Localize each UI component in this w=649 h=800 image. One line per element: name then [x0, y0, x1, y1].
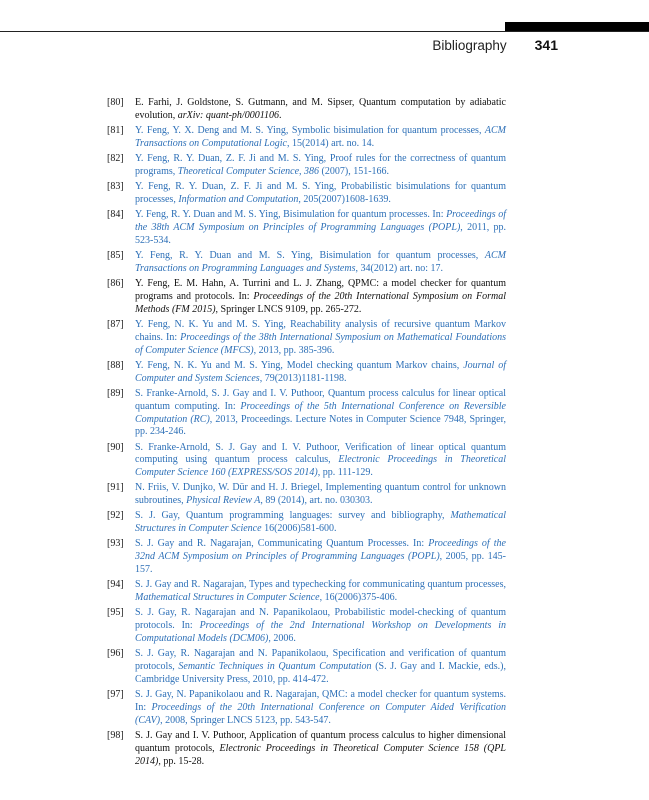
- reference-venue: Mathematical Structures in Computer Science: [135, 592, 320, 604]
- reference-details: .: [278, 109, 282, 121]
- reference-venue: Semantic Techniques in Quantum Computation: [178, 661, 372, 673]
- reference-authors-title: Y. Feng, R. Y. Duan, Z. F. Ji and M. S. Ying, Proof rules for the correctness of quantum programs,: [135, 153, 506, 177]
- reference-venue: Proceedings of the 20th International Conference on Computer Aided Verification (CAV): [135, 702, 506, 726]
- page-number: 341: [534, 37, 558, 53]
- reference-venue: Theoretical Computer Science, 386: [177, 165, 320, 177]
- reference-text: [135, 278, 506, 317]
- reference-text[interactable]: [135, 442, 506, 481]
- reference-details: , 2006.: [268, 633, 296, 645]
- reference-authors-title: Y. Feng, E. M. Hahn, A. Turrini and L. J. Zhang, QPMC: a model checker for quantum programs and protocols. In:: [135, 277, 506, 302]
- reference-entry[interactable]: [107, 579, 506, 605]
- reference-authors-title: Y. Feng, R. Y. Duan and M. S. Ying, Bisimulation for quantum processes,: [135, 249, 485, 261]
- reference-authors-title: Y. Feng, Y. X. Deng and M. S. Ying, Symbolic bisimulation for quantum processes,: [135, 125, 485, 136]
- reference-number: [91]: [107, 482, 124, 494]
- reference-authors-title: S. J. Gay and R. Nagarajan, Communicating Quantum Processes. In:: [135, 538, 429, 550]
- reference-details: , 89 (2014), art. no. 030303.: [260, 495, 373, 507]
- reference-details: , 34(2012) art. no: 17.: [355, 262, 443, 274]
- reference-number: [95]: [107, 607, 124, 619]
- reference-text[interactable]: [135, 360, 506, 386]
- reference-text: [135, 730, 506, 769]
- reference-authors-title: S. J. Gay, R. Nagarajan and N. Papanikolaou, Specification and verification of quantum protocols,: [135, 648, 506, 673]
- reference-details: , 2011, pp. 523-534.: [135, 221, 506, 246]
- reference-venue: Proceedings of the 32nd ACM Symposium on Principles of Programming Languages (POPL): [135, 538, 506, 563]
- reference-authors-title: Y. Feng, R. Y. Duan, Z. F. Ji and M. S. Ying, Probabilistic bisimulations for quantum processes,: [135, 181, 506, 205]
- reference-text[interactable]: [135, 209, 506, 248]
- reference-entry: [107, 97, 506, 123]
- reference-details: (2007), 151-166.: [319, 165, 390, 177]
- reference-number: [86]: [107, 277, 124, 289]
- reference-venue: Electronic Proceedings in Theoretical Computer Science 158 (QPL 2014): [135, 742, 506, 767]
- reference-venue: Proceedings of the 38th ACM Symposium on Principles of Programming Languages (POPL): [135, 209, 506, 233]
- reference-text[interactable]: [135, 607, 506, 646]
- reference-number: [87]: [107, 318, 124, 330]
- reference-venue: Proceedings of the 38th International Symposium on Mathematical Foundations of Computer Science (MFCS): [135, 331, 507, 356]
- reference-entry[interactable]: [107, 482, 506, 508]
- reference-venue: Electronic Proceedings in Theoretical Computer Science 160 (EXPRESS/SOS 2014): [135, 454, 506, 479]
- reference-number: [93]: [107, 538, 124, 550]
- reference-number: [90]: [107, 441, 124, 453]
- reference-details: , 79(2013)1181-1198.: [259, 372, 347, 384]
- reference-number: [98]: [107, 730, 124, 742]
- reference-details: , 2013, Proceedings. Lecture Notes in Computer Science 7948, Springer, pp. 234-246.: [135, 413, 506, 438]
- reference-text[interactable]: [135, 388, 506, 440]
- reference-venue: Information and Computation: [178, 193, 299, 205]
- reference-entry[interactable]: [107, 153, 506, 179]
- reference-authors-title: S. J. Gay, Quantum programming languages: survey and bibliography,: [135, 510, 451, 522]
- reference-number: [89]: [107, 387, 124, 399]
- reference-entry: [107, 730, 506, 769]
- reference-details: 16(2006)581-600.: [261, 523, 337, 535]
- reference-entry[interactable]: [107, 388, 506, 440]
- reference-authors-title: Y. Feng, N. K. Yu and M. S. Ying, Reachability analysis of recursive quantum Markov chains. In:: [135, 318, 506, 343]
- reference-entry[interactable]: [107, 442, 506, 481]
- reference-text[interactable]: [135, 125, 506, 151]
- reference-text[interactable]: [135, 153, 506, 179]
- reference-entry[interactable]: [107, 607, 506, 646]
- header-bar: [505, 22, 649, 31]
- reference-venue: Physical Review A: [186, 495, 261, 507]
- reference-venue: Proceedings of the 5th International Conference on Reversible Computation (RC): [135, 400, 506, 425]
- reference-authors-title: E. Farhi, J. Goldstone, S. Gutmann, and M. Sipser, Quantum computation by adiabatic evolution,: [135, 97, 506, 121]
- reference-entry[interactable]: [107, 209, 506, 248]
- reference-authors-title: S. Franke-Arnold, S. J. Gay and I. V. Puthoor, Verification of linear optical quantum computing using quantum process calculus,: [135, 441, 506, 466]
- reference-authors-title: S. Franke-Arnold, S. J. Gay and I. V. Puthoor, Quantum process calculus for linear optical quantum computing. In:: [135, 387, 506, 412]
- reference-venue: ACM Transactions on Computational Logic: [135, 125, 506, 149]
- running-header: [432, 37, 558, 53]
- reference-details: , pp. 111-129.: [317, 467, 373, 479]
- reference-details: (S. J. Gay and I. Mackie, eds.), Cambridge University Press, 2010, pp. 414-472.: [135, 661, 507, 686]
- reference-number: [82]: [107, 153, 124, 164]
- reference-number: [80]: [107, 97, 124, 108]
- reference-number: [83]: [107, 181, 124, 192]
- reference-details: , 16(2006)375-406.: [319, 592, 398, 604]
- section-title: Bibliography: [432, 38, 507, 53]
- reference-entry[interactable]: [107, 125, 506, 151]
- reference-authors-title: Y. Feng, R. Y. Duan and M. S. Ying, Bisimulation for quantum processes. In:: [135, 209, 447, 220]
- reference-venue: Proceedings of the 2nd International Workshop on Developments in Computational Models (DCM06): [135, 620, 506, 645]
- reference-entry[interactable]: [107, 648, 506, 687]
- reference-entry: [107, 278, 506, 317]
- reference-authors-title: S. J. Gay, N. Papanikolaou and R. Nagarajan, QMC: a model checker for quantum systems. In:: [135, 689, 506, 714]
- reference-venue: ACM Transactions on Programming Languages and Systems: [135, 249, 506, 274]
- reference-number: [88]: [107, 359, 124, 371]
- reference-venue: Proceedings of the 20th International Symposium on Formal Methods (FM 2015): [135, 290, 506, 315]
- reference-text[interactable]: [135, 538, 506, 577]
- reference-number: [85]: [107, 249, 124, 261]
- reference-text[interactable]: [135, 482, 506, 508]
- reference-details: , 2008, Springer LNCS 5123, pp. 543-547.: [160, 714, 331, 726]
- reference-venue: arXiv: quant-ph/0001106: [177, 109, 279, 121]
- reference-details: , 15(2014) art. no. 14.: [286, 137, 375, 149]
- reference-details: , 2005, pp. 145-157.: [135, 551, 506, 576]
- reference-authors-title: S. J. Gay, R. Nagarajan and N. Papanikolaou, Probabilistic model-checking of quantum protocols. In:: [135, 607, 506, 632]
- header-rule: [0, 31, 649, 32]
- reference-number: [94]: [107, 579, 124, 591]
- reference-entry[interactable]: [107, 250, 506, 276]
- reference-text[interactable]: [135, 579, 506, 605]
- reference-text[interactable]: [135, 510, 506, 536]
- reference-number: [84]: [107, 209, 124, 220]
- reference-entry[interactable]: [107, 181, 506, 207]
- reference-authors-title: S. J. Gay and R. Nagarajan, Types and typechecking for communicating quantum processes,: [135, 579, 506, 591]
- reference-number: [81]: [107, 125, 124, 136]
- reference-number: [97]: [107, 689, 124, 701]
- reference-text[interactable]: [135, 319, 506, 358]
- reference-entry[interactable]: [107, 319, 506, 358]
- reference-entry[interactable]: [107, 538, 506, 577]
- reference-details: , 205(2007)1608-1639.: [298, 193, 391, 205]
- reference-list: [107, 97, 506, 771]
- reference-number: [92]: [107, 510, 124, 522]
- reference-authors-title: S. J. Gay and I. V. Puthoor, Application of quantum process calculus to higher dimensional quantum protocols,: [135, 730, 506, 754]
- reference-authors-title: N. Friis, V. Dunjko, W. Dür and H. J. Briegel, Implementing quantum control for unknown subroutines,: [135, 482, 506, 507]
- reference-venue: Mathematical Structures in Computer Science: [135, 510, 506, 535]
- reference-text[interactable]: [135, 181, 506, 207]
- reference-text[interactable]: [135, 689, 506, 728]
- reference-details: , 2013, pp. 385-396.: [253, 344, 335, 356]
- reference-details: , pp. 15-28.: [158, 755, 205, 767]
- reference-text[interactable]: [135, 648, 506, 687]
- reference-number: [96]: [107, 648, 124, 660]
- reference-text: [135, 97, 506, 123]
- reference-text[interactable]: [135, 250, 506, 276]
- reference-entry[interactable]: [107, 510, 506, 536]
- reference-entry[interactable]: [107, 689, 506, 728]
- reference-authors-title: Y. Feng, N. K. Yu and M. S. Ying, Model checking quantum Markov chains,: [135, 359, 464, 371]
- reference-venue: Journal of Computer and System Sciences: [135, 359, 506, 384]
- reference-details: , Springer LNCS 9109, pp. 265-272.: [215, 303, 362, 315]
- reference-entry[interactable]: [107, 360, 506, 386]
